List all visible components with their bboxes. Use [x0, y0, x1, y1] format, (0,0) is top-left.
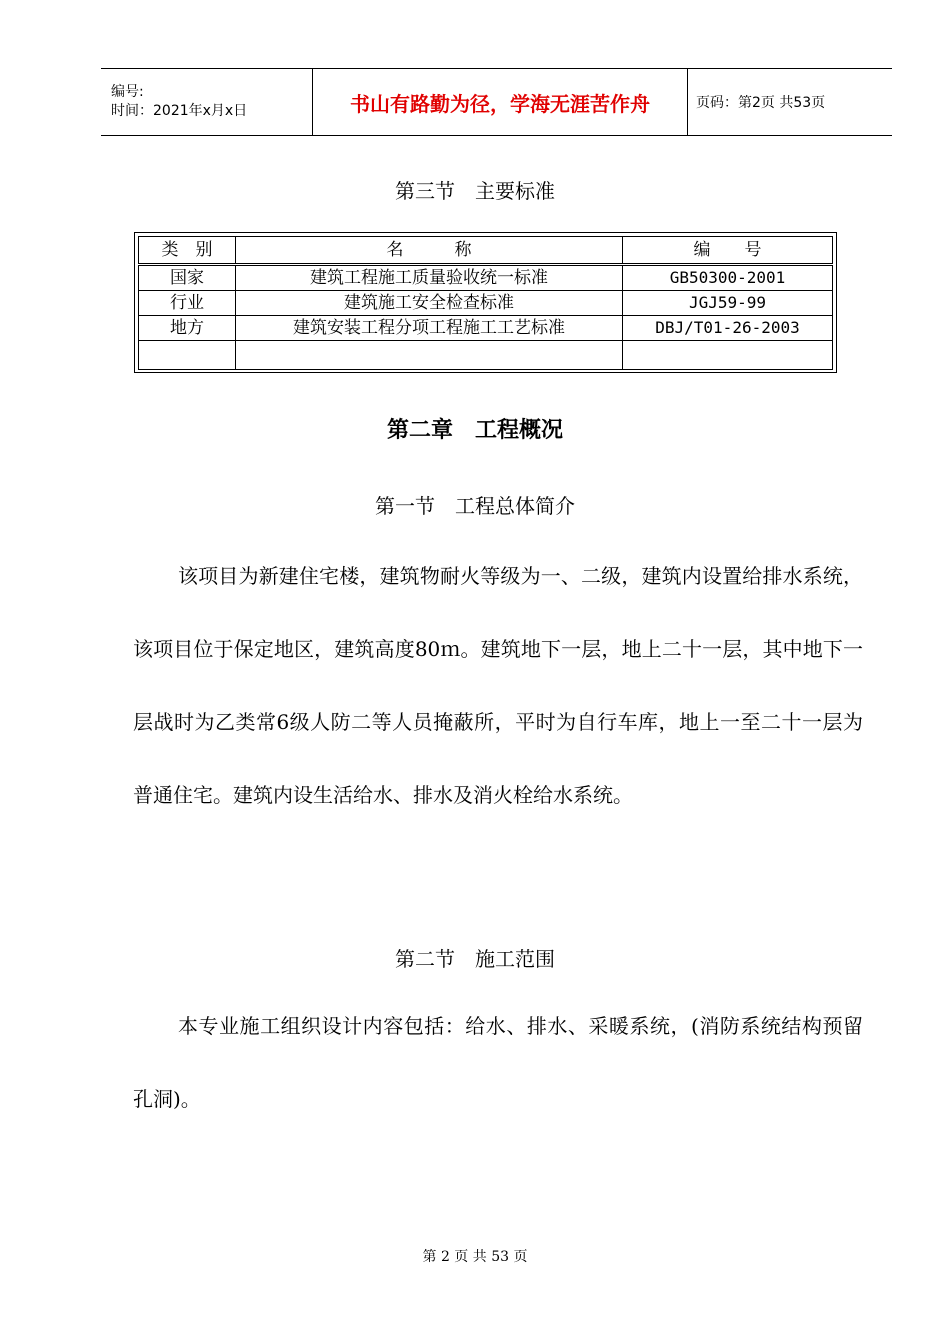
column-header: 编 号: [623, 237, 833, 265]
page-footer: 第 2 页 共 53 页: [422, 1249, 528, 1265]
code-cell: JGJ59-99: [623, 291, 833, 316]
empty-cell: [623, 341, 833, 370]
table-row: [139, 265, 833, 291]
page-header: [101, 68, 892, 136]
table-row-empty: [139, 341, 833, 370]
empty-cell: [236, 341, 623, 370]
category-cell: 国家: [139, 265, 236, 291]
section-title-overview: 第一节 工程总体简介: [375, 494, 575, 518]
category-cell: 地方: [139, 316, 236, 341]
category-cell: 行业: [139, 291, 236, 316]
column-header: 类 别: [139, 237, 236, 265]
empty-cell: [139, 341, 236, 370]
code-label: 编号:: [111, 84, 144, 100]
time-label: 时间：2021年x月x日: [111, 103, 248, 119]
standards-table-frame: [134, 232, 837, 373]
overview-paragraph: 该项目为新建住宅楼，建筑物耐火等级为一、二级，建筑内设置给排水系统，该项目位于保定地区，建筑高度80ｍ。建筑地下一层，地上二十一层，其中地下一层战时为乙类常6级人防二等人员掩蔽所，平时为自行车库，地上一至二十一层为普通住宅。建筑内设生活给水、排水及消火栓给水系统。: [133, 564, 863, 807]
code-cell: GB50300-2001: [623, 265, 833, 291]
table-row: [139, 316, 833, 341]
header-left: [101, 69, 313, 136]
standards-table: [138, 236, 833, 370]
name-cell: 建筑工程施工质量验收统一标准: [236, 265, 623, 291]
name-cell: 建筑施工安全检查标准: [236, 291, 623, 316]
section-title-scope: 第二节 施工范围: [395, 947, 555, 971]
table-header-row: [139, 237, 833, 265]
section-title-standards: 第三节 主要标准: [395, 179, 555, 203]
name-cell: 建筑安装工程分项工程施工工艺标准: [236, 316, 623, 341]
code-cell: DBJ/T01-26-2003: [623, 316, 833, 341]
column-header: 名 称: [236, 237, 623, 265]
page-info: 页码：第2页 共53页: [688, 69, 893, 136]
table-row: [139, 291, 833, 316]
chapter-title: 第二章 工程概况: [386, 417, 563, 443]
scope-paragraph: 本专业施工组织设计内容包括：给水、排水、采暖系统，(消防系统结构预留孔洞)。: [133, 1014, 863, 1111]
motto: 书山有路勤为径，学海无涯苦作舟: [313, 69, 688, 136]
